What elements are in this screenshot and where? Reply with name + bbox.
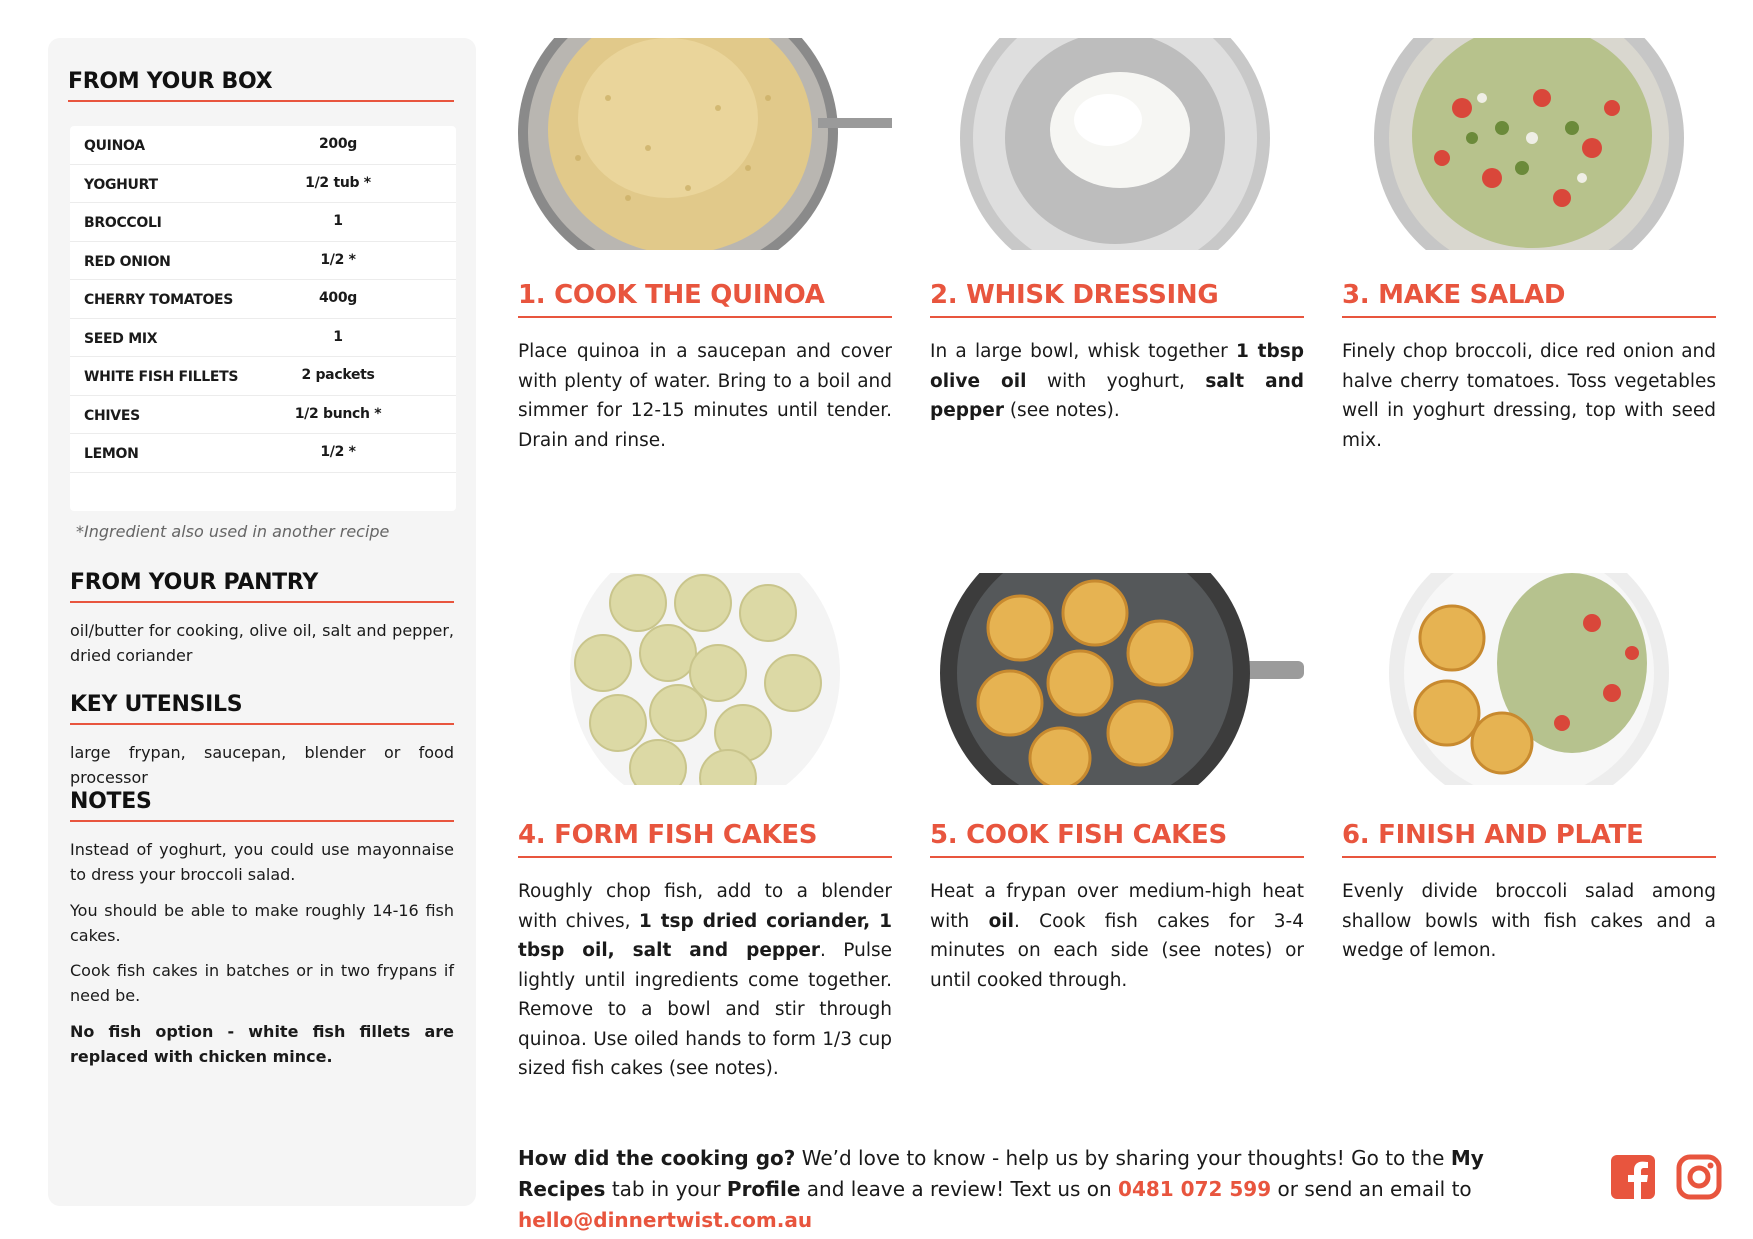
step-6-text — [1342, 877, 1716, 966]
step-6-title: 6. FINISH AND PLATE — [1342, 820, 1716, 858]
ingredient-row — [70, 280, 456, 319]
step-text-bold: salt and pepper — [930, 370, 1304, 421]
instagram-icon[interactable] — [1676, 1154, 1722, 1204]
ingredient-name: QUINOA — [84, 138, 145, 154]
ingredient-note: *Ingredient also used in another recipe — [76, 522, 390, 541]
step-4-title: 4. FORM FISH CAKES — [518, 820, 892, 858]
facebook-icon[interactable] — [1610, 1154, 1656, 1204]
sidebar-panel — [48, 38, 476, 1206]
feedback-text — [518, 1143, 1578, 1236]
ingredient-name: CHERRY TOMATOES — [84, 292, 234, 308]
ingredient-name: BROCCOLI — [84, 215, 162, 231]
step-text-part: Heat a frypan over medium-high heat with — [930, 881, 1304, 932]
ingredient-name: CHIVES — [84, 407, 140, 424]
step-6-image — [1342, 573, 1716, 785]
step-text-part: . Pulse lightly until ingredients come together. Remove to a bowl and stir through quinoa. Use oiled hands to form 1/3 cup sized fish cakes (see notes). — [518, 940, 893, 1079]
ingredient-qty-value: 1/2 tub * — [305, 174, 371, 191]
from-your-pantry-heading: FROM YOUR PANTRY — [70, 570, 454, 603]
phone-link[interactable]: 0481 072 599 — [1118, 1177, 1272, 1201]
step-5-title: 5. COOK FISH CAKES — [930, 820, 1304, 858]
feedback-part: or send an email to — [1271, 1177, 1472, 1201]
ingredient-row — [70, 357, 456, 396]
ingredients-table — [70, 126, 456, 511]
my-recipes-link[interactable]: My Recipes — [518, 1146, 1484, 1201]
step-1-text — [518, 337, 892, 455]
from-your-box-heading: FROM YOUR BOX — [68, 69, 454, 102]
feedback-part: tab in your — [605, 1177, 727, 1201]
step-text-part: Evenly divide broccoli salad among shallow bowls with fish cakes and a wedge of lemon. — [1342, 881, 1716, 961]
step-1-title: 1. COOK THE QUINOA — [518, 280, 892, 318]
feedback-question: How did the cooking go? — [518, 1146, 796, 1170]
ingredient-row — [70, 242, 456, 281]
step-text-part: Place quinoa in a saucepan and cover with plenty of water. Bring to a boil and simmer for 12-15 minutes until tender. Drain and rinse. — [518, 341, 892, 451]
ingredient-row — [70, 434, 456, 473]
ingredient-name: WHITE FISH FILLETS — [84, 369, 239, 385]
step-3-image — [1342, 38, 1716, 250]
step-text-bold: 1 tsp dried coriander, 1 tbsp oil, salt and pepper — [518, 910, 892, 961]
email-link[interactable]: hello@dinnertwist.com.au — [518, 1208, 813, 1232]
step-1-image — [518, 38, 892, 250]
step-2-title: 2. WHISK DRESSING — [930, 280, 1304, 318]
feedback-part: and leave a review! Text us on — [800, 1177, 1119, 1201]
ingredient-name: YOGHURT — [84, 176, 158, 193]
ingredient-qty-value: 1/2 bunch * — [294, 405, 382, 422]
step-4-text — [518, 877, 892, 1084]
note-2: You should be able to make roughly 14-16 fish cakes. — [70, 901, 454, 945]
step-5-image — [930, 573, 1304, 785]
step-text-part: (see notes). — [1003, 400, 1120, 421]
ingredient-row — [70, 396, 456, 435]
ingredient-name: SEED MIX — [84, 330, 158, 347]
step-text-part: Roughly chop fish, add to a blender with chives, — [518, 881, 892, 932]
step-5-text — [930, 877, 1304, 995]
step-3-title: 3. MAKE SALAD — [1342, 280, 1716, 318]
ingredient-row — [70, 165, 456, 204]
ingredient-qty-value: 200g — [318, 136, 358, 152]
ingredient-name: LEMON — [84, 446, 139, 462]
notes-heading: NOTES — [70, 789, 454, 822]
ingredient-qty-value: 1 — [333, 328, 343, 345]
ingredient-qty-value: 400g — [318, 290, 358, 306]
ingredient-row — [70, 126, 456, 165]
step-text-part: with yoghurt, — [1026, 370, 1206, 392]
profile-link[interactable]: Profile — [726, 1177, 801, 1201]
pantry-text: oil/butter for cooking, olive oil, salt and pepper, dried coriander — [70, 621, 454, 665]
no-fish-note: No fish option - white fish fillets are replaced with chicken mince. — [70, 1022, 454, 1066]
step-text-part: In a large bowl, whisk together — [930, 341, 1236, 362]
ingredient-qty-value: 1/2 * — [320, 251, 356, 268]
utensils-text: large frypan, saucepan, blender or food processor — [70, 743, 454, 787]
ingredient-qty-value: 1 — [333, 213, 343, 229]
ingredient-qty-value: 2 packets — [301, 367, 375, 383]
key-utensils-heading: KEY UTENSILS — [70, 692, 454, 725]
ingredient-name: RED ONION — [84, 253, 171, 270]
note-1: Instead of yoghurt, you could use mayonnaise to dress your broccoli salad. — [70, 840, 454, 884]
step-3-text — [1342, 337, 1716, 455]
step-4-image — [518, 573, 892, 785]
ingredient-row — [70, 319, 456, 358]
ingredient-qty-value: 1/2 * — [320, 444, 356, 460]
feedback-part: We’d love to know - help us by sharing your thoughts! Go to the — [795, 1146, 1451, 1170]
ingredient-row — [70, 203, 456, 242]
step-text-bold: oil — [988, 910, 1014, 932]
note-3: Cook fish cakes in batches or in two frypans if need be. — [70, 961, 454, 1005]
step-text-part: . Cook fish cakes for 3-4 minutes on each side (see notes) or until cooked through. — [930, 910, 1304, 991]
step-text-bold: 1 tbsp olive oil — [930, 341, 1304, 392]
step-text-part: Finely chop broccoli, dice red onion and halve cherry tomatoes. Toss vegetables well in yoghurt dressing, top with seed mix. — [1342, 341, 1716, 451]
step-2-image — [930, 38, 1304, 250]
step-2-text — [930, 337, 1304, 426]
